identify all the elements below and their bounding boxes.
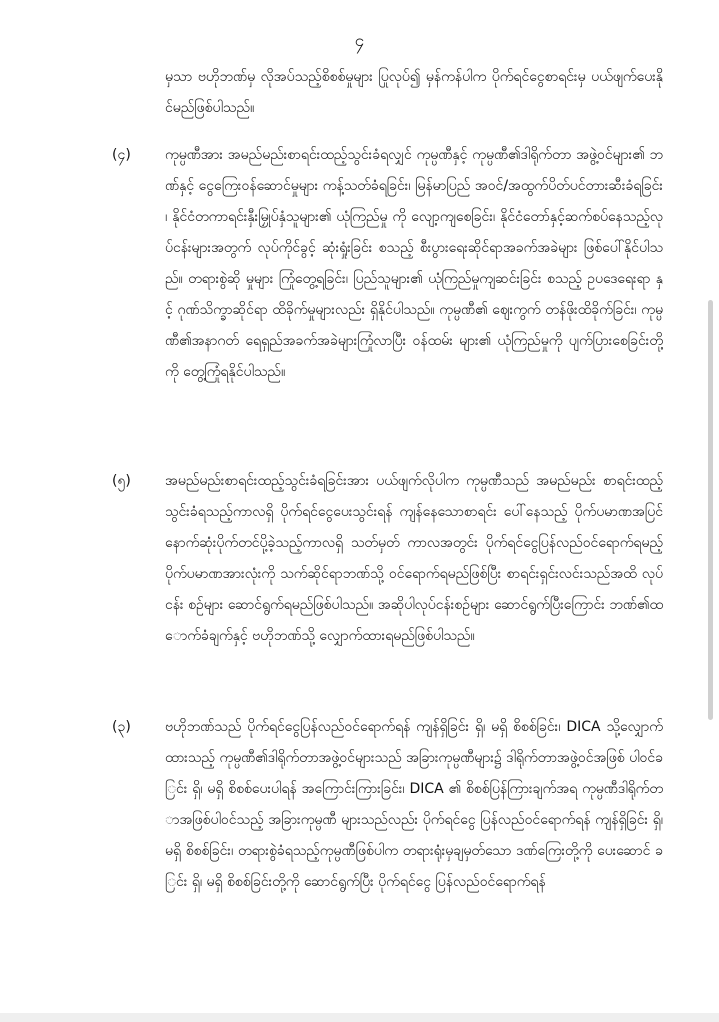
vertical-scrollbar[interactable] xyxy=(708,300,713,720)
paragraph-5-text: အမည်မည်းစာရင်းထည့်သွင်းခံရခြင်းအား ပယ်ဖျက်လိုပါက ကုမ္ပဏီသည် အမည်မည်း စာရင်းထည့်သွင်းခံရသည့်ကာလရှိ ပိုက်ရင်ငွေပေးသွင်းရန် ကျန်နေသောစာရင်း ပေါ်နေသည့် ပိုက်ပမာဏအပြင် နောက်ဆုံးပိုက်တင်ပို့ခဲ့သည့်ကာလရှိ သတ်မှတ် ကာလအတွင်း ပိုက်ရင်ငွေပြန်လည်ဝင်ရောက်ရမည့် ပိုက်ပမာဏအားလုံးကို သက်ဆိုင်ရာဘဏ်သို့ ဝင်ရောက်ရမည်ဖြစ်ပြီး စာရင်းရှင်းလင်းသည်အထိ လုပ်ငန်း စဉ်များ ဆောင်ရွက်ရမည်ဖြစ်ပါသည်။ အဆိုပါလုပ်ငန်းစဉ်များ ဆောင်ရွက်ပြီးကြောင်း ဘဏ်၏ထောက်ခံချက်နှင့် ဗဟိုဘဏ်သို့ လျှောက်ထားရမည်ဖြစ်ပါသည်။ xyxy=(165,473,663,644)
paragraph-4-text: ကုမ္ပဏီအား အမည်မည်းစာရင်းထည့်သွင်းခံရလျှင် ကုမ္ပဏီနှင့် ကုမ္ပဏီ၏ဒါရိုက်တာ အဖွဲ့ဝင်များ၏ ဘဏ်နှင့် ငွေကြေးဝန်ဆောင်မှုများ ကန့်သတ်ခံရခြင်း၊ မြန်မာပြည် အဝင်/အထွက်ပိတ်ပင်တားဆီးခံရခြင်း၊ နိုင်ငံတကာရင်းနှီးမြှုပ်နှံသူများ၏ ယုံကြည်မှု ကို လျော့ကျစေခြင်း၊ နိုင်ငံတော်နှင့်ဆက်စပ်နေသည့်လုပ်ငန်းများအတွက် လုပ်ကိုင်ခွင့် ဆုံးရှုံးခြင်း စသည့် စီးပွားရေးဆိုင်ရာအခက်အခဲများ ဖြစ်ပေါ်နိုင်ပါသည်။ တရားစွဲဆို မှုများ ကြုံတွေ့ရခြင်း၊ ပြည်သူများ၏ ယုံကြည်မှုကျဆင်းခြင်း စသည့် ဥပဒေရေးရာ နှင့် ဂုဏ်သိက္ခာဆိုင်ရာ ထိခိုက်မှုများလည်း ရှိနိုင်ပါသည်။ ကုမ္ပဏီ၏ ဈေးကွက် တန်ဖိုးထိခိုက်ခြင်း၊ ကုမ္ပဏီ၏အနာဂတ် ရေရှည်အခက်အခဲများကြုံလာပြီး ဝန်ထမ်း များ၏ ယုံကြည်မှုကို ပျက်ပြားစေခြင်းတို့ကို တွေ့ကြုံရနိုင်ပါသည်။ xyxy=(165,147,663,380)
intro-text: မှသာ ဗဟိုဘဏ်မှ လိုအပ်သည့်စိစစ်မှုများ ပြုလုပ်၍ မှန်ကန်ပါက ပိုက်ရင်ငွေစာရင်းမှ ပယ်ဖျက်ပေးနိုင်မည်ဖြစ်ပါသည်။ xyxy=(165,69,663,116)
page-number: ၄ xyxy=(354,31,365,51)
bottom-bar xyxy=(0,1013,719,1022)
paragraph-number-4: (၄) xyxy=(112,147,131,163)
paragraph-number-3: (၃) xyxy=(112,719,131,735)
paragraph-number-5: (၅) xyxy=(112,473,131,489)
paragraph-3-text: ဗဟိုဘဏ်သည် ပိုက်ရင်ငွေပြန်လည်ဝင်ရောက်ရန် ကျန်ရှိခြင်း ရှိ၊ မရှိ စိစစ်ခြင်း၊ DICA သို့လျှောက်ထားသည့် ကုမ္ပဏီ၏ဒါရိုက်တာအဖွဲ့ဝင်များသည် အခြားကုမ္ပဏီများ၌ ဒါရိုက်တာအဖွဲ့ဝင်အဖြစ် ပါဝင်ခြင်း ရှိ၊ မရှိ စိစစ်ပေးပါရန် အကြောင်းကြားခြင်း၊ DICA ၏ စိစစ်ပြန်ကြားချက်အရ ကုမ္ပဏီဒါရိုက်တာအဖြစ်ပါဝင်သည့် အခြားကုမ္ပဏီ များသည်လည်း ပိုက်ရင်ငွေ ပြန်လည်ဝင်ရောက်ရန် ကျန်ရှိခြင်း ရှိ၊ မရှိ စိစစ်ခြင်း၊ တရားစွဲခံရသည့်ကုမ္ပဏီဖြစ်ပါက တရားရုံးမှချမှတ်သော ဒဏ်ကြေးတို့ကို ပေးဆောင် ခြင်း ရှိ၊ မရှိ စိစစ်ခြင်းတို့ကို ဆောင်ရွက်ပြီး ပိုက်ရင်ငွေ ပြန်လည်ဝင်ရောက်ရန် xyxy=(165,719,663,890)
